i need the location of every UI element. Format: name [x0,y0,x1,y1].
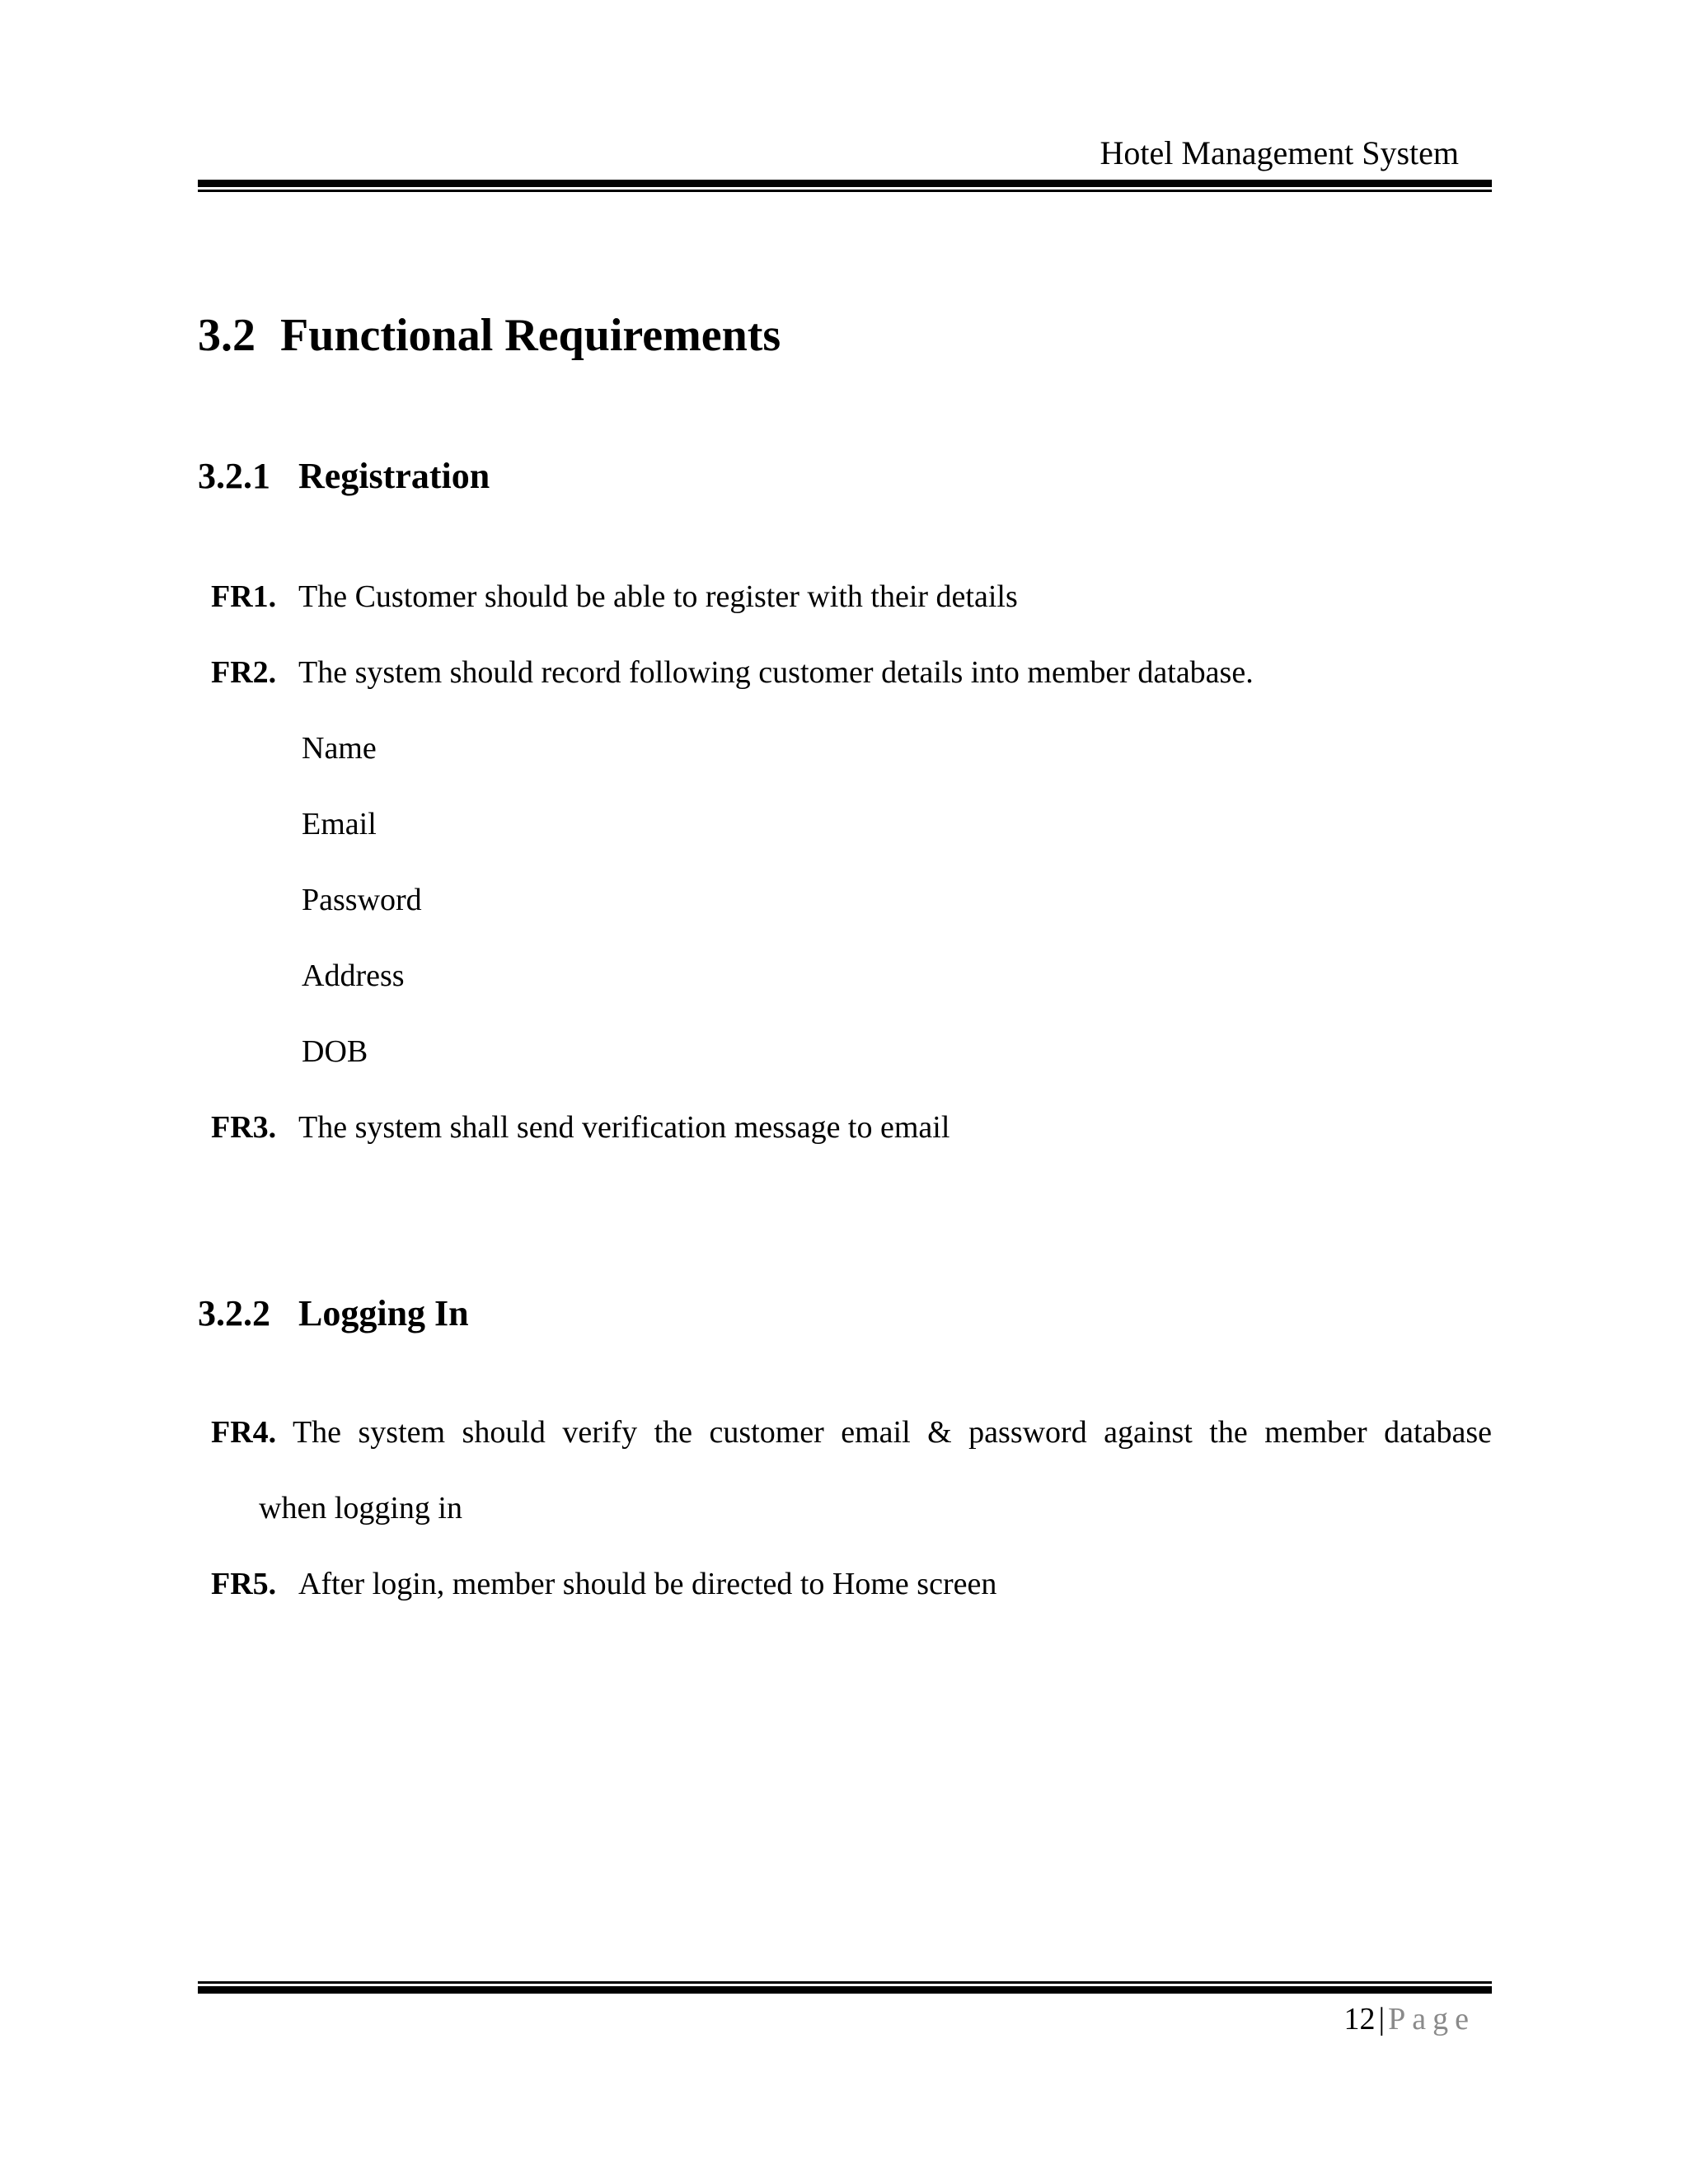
page-word: Page [1388,2002,1475,2036]
subsection-title: Registration [298,456,490,496]
requirement-fr4 [211,1413,1492,1452]
page-separator: | [1378,2002,1386,2036]
requirement-fr2 [211,653,1254,692]
requirement-fr3 [211,1108,950,1147]
requirement-text: The system shall send verification message to email [298,1110,950,1145]
detail-item-address: Address [302,958,405,993]
detail-item-dob: DOB [302,1034,368,1069]
section-number: 3.2 [198,310,256,361]
page-number: 12 [1343,2002,1376,2036]
subsection-number: 3.2.2 [198,1293,270,1333]
requirement-text: After login, member should be directed to Home screen [298,1567,997,1601]
header-rule-thin [198,190,1492,192]
detail-item-email: Email [302,807,377,841]
footer-rule-thick [198,1986,1492,1994]
page-number-footer [1236,1999,1475,2039]
requirement-label: FR3. [211,1110,277,1145]
requirement-text: The system should record following customer details into member database. [298,655,1254,690]
requirement-label: FR5. [211,1567,277,1601]
requirement-text: The Customer should be able to register with their details [298,579,1018,614]
requirement-fr4-continuation: when logging in [259,1491,462,1526]
running-header-title: Hotel Management System [1100,134,1459,171]
section-title: Functional Requirements [280,310,781,361]
requirement-label: FR4. [211,1415,277,1450]
requirement-fr5 [211,1564,996,1604]
detail-item-password: Password [302,883,422,917]
subsection-heading-logging-in [198,1291,469,1337]
requirement-text: The system should verify the customer email & password against the member database [292,1415,1492,1450]
subsection-number: 3.2.1 [198,456,270,496]
detail-item-name: Name [302,731,377,766]
subsection-title: Logging In [298,1293,469,1333]
requirement-label: FR2. [211,655,277,690]
requirement-fr1 [211,577,1018,616]
requirement-label: FR1. [211,579,277,614]
subsection-heading-registration [198,453,490,499]
header-rule-thick [198,180,1492,187]
section-heading [198,307,781,364]
footer-rule-thin [198,1981,1492,1984]
